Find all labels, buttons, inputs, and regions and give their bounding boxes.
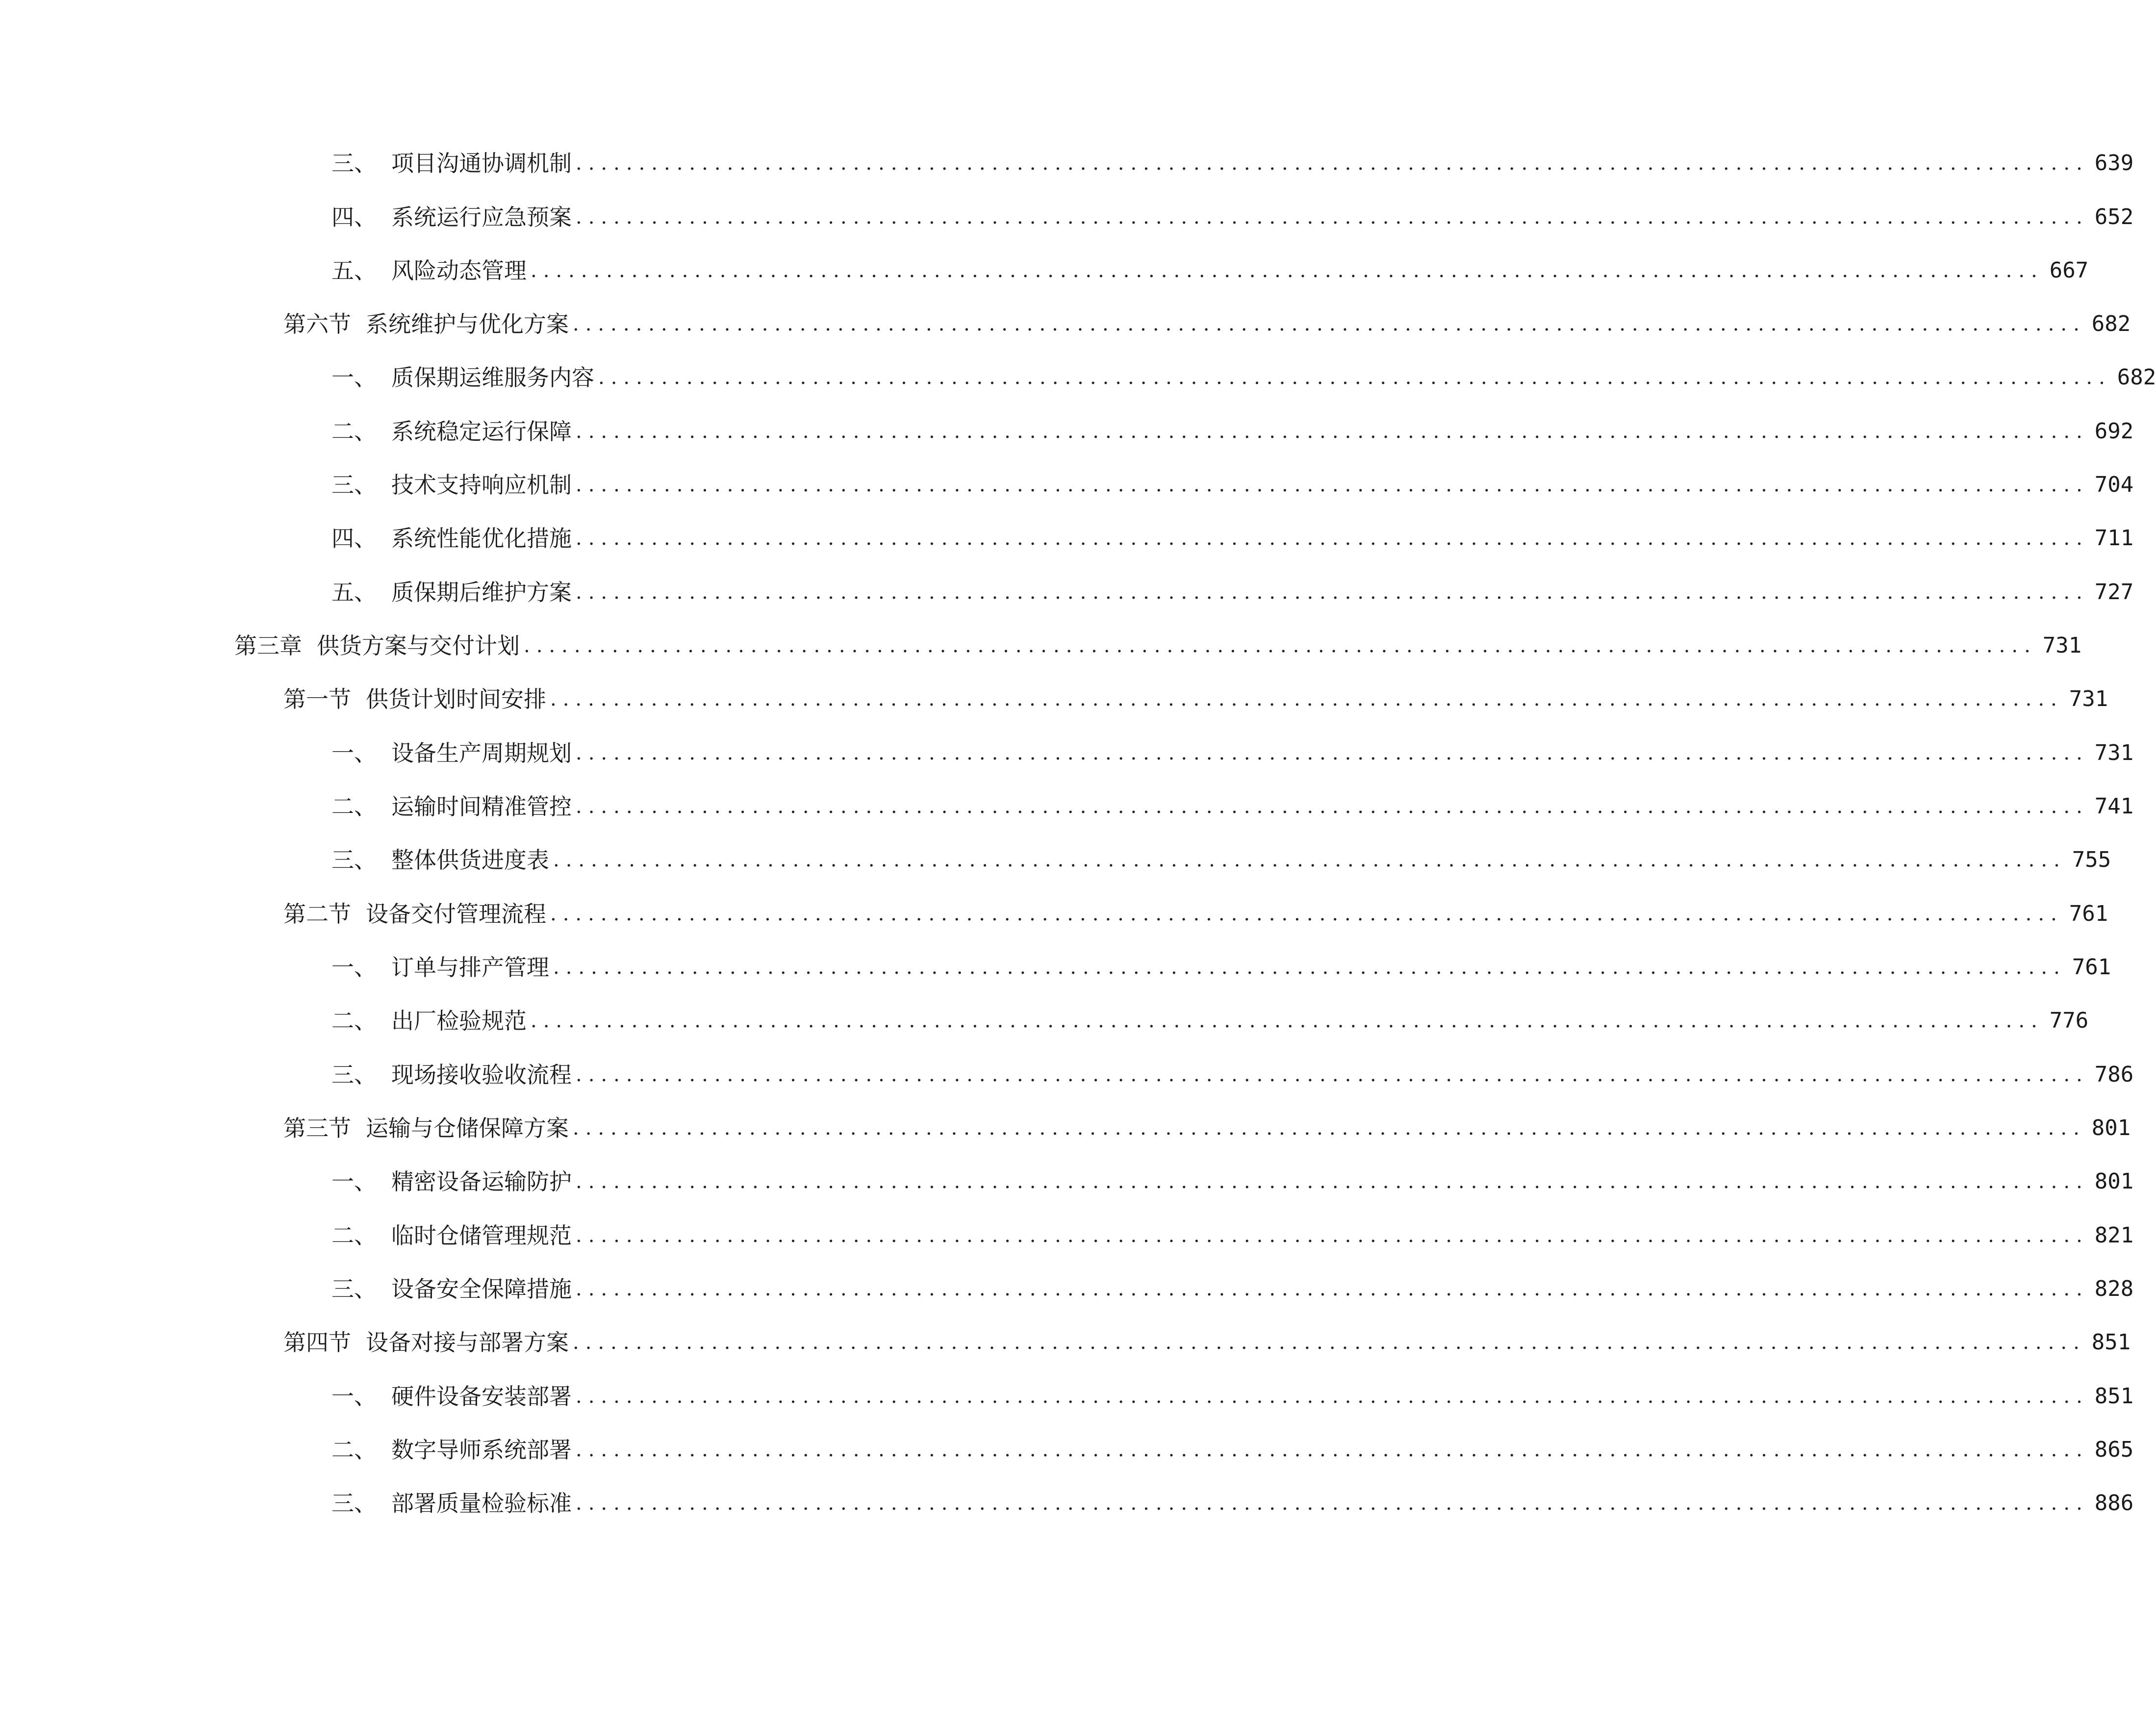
toc-page-number: 851 bbox=[2094, 1384, 2134, 1409]
toc-entry-title: 数字导师系统部署 bbox=[391, 1437, 572, 1463]
toc-entry-number: 三、 bbox=[331, 1062, 377, 1088]
toc-page-number: 761 bbox=[2072, 955, 2111, 980]
toc-page-number: 682 bbox=[2091, 311, 2131, 336]
toc-page-number: 727 bbox=[2094, 580, 2134, 605]
toc-entry-number: 第四节 bbox=[283, 1329, 351, 1356]
toc-entry-number: 第三节 bbox=[283, 1115, 351, 1141]
toc-entry-title: 临时仓储管理规范 bbox=[391, 1222, 572, 1249]
toc-entry-title: 系统维护与优化方案 bbox=[366, 311, 569, 337]
toc-entry-number: 一、 bbox=[331, 954, 377, 981]
toc-entry[interactable] bbox=[331, 734, 2134, 773]
toc-dot-leader: ........................................................................................................................ bbox=[553, 956, 2066, 979]
toc-page-number: 761 bbox=[2069, 901, 2108, 926]
toc-page-number: 776 bbox=[2049, 1008, 2089, 1033]
toc-entry[interactable] bbox=[283, 1323, 2131, 1362]
toc-entry-title: 设备安全保障措施 bbox=[391, 1276, 572, 1302]
toc-dot-leader: ........................................................................................................................ bbox=[576, 1170, 2089, 1193]
toc-entry[interactable] bbox=[331, 1377, 2134, 1416]
toc-dot-leader: ........................................................................................................................ bbox=[550, 688, 2063, 710]
toc-entry[interactable] bbox=[331, 1001, 2089, 1040]
toc-entry-number: 三、 bbox=[331, 1276, 377, 1302]
toc-page-number: 755 bbox=[2072, 847, 2111, 872]
toc-entry-title: 运输时间精准管控 bbox=[391, 793, 572, 820]
toc-page-number: 886 bbox=[2094, 1491, 2134, 1516]
toc-entry-number: 三、 bbox=[331, 1490, 377, 1517]
toc-dot-leader: ........................................................................................................................ bbox=[550, 903, 2063, 925]
toc-entry-number: 四、 bbox=[331, 204, 377, 230]
toc-entry-number: 二、 bbox=[331, 793, 377, 820]
toc-page-number: 692 bbox=[2094, 419, 2134, 444]
toc-entry-number: 第三章 bbox=[234, 632, 302, 659]
toc-entry-number: 二、 bbox=[331, 1437, 377, 1463]
toc-dot-leader: ........................................................................................................................ bbox=[531, 259, 2044, 282]
toc-dot-leader: ........................................................................................................................ bbox=[553, 849, 2066, 871]
toc-entry-number: 一、 bbox=[331, 1168, 377, 1195]
toc-entry[interactable] bbox=[331, 1269, 2134, 1309]
toc-page-number: 667 bbox=[2049, 258, 2089, 283]
toc-entry-number: 二、 bbox=[331, 1008, 377, 1034]
toc-entry-title: 系统运行应急预案 bbox=[391, 204, 572, 230]
toc-entry-number: 第一节 bbox=[283, 686, 351, 712]
toc-entry-number: 第二节 bbox=[283, 901, 351, 927]
toc-entry-title: 质保期后维护方案 bbox=[391, 579, 572, 606]
toc-entry[interactable] bbox=[283, 1109, 2131, 1148]
toc-entry-number: 一、 bbox=[331, 1383, 377, 1410]
toc-entry-title: 设备交付管理流程 bbox=[366, 901, 546, 927]
toc-dot-leader: ........................................................................................................................ bbox=[573, 1331, 2086, 1354]
toc-page-number: 711 bbox=[2094, 526, 2134, 551]
toc-page-number: 639 bbox=[2094, 151, 2134, 176]
toc-dot-leader: ........................................................................................................................ bbox=[576, 581, 2089, 604]
toc-dot-leader: ........................................................................................................................ bbox=[524, 634, 2037, 657]
toc-page-number: 731 bbox=[2042, 633, 2082, 658]
toc-dot-leader: ........................................................................................................................ bbox=[576, 152, 2089, 175]
toc-entry-number: 一、 bbox=[331, 740, 377, 766]
toc-entry-title: 运输与仓储保障方案 bbox=[366, 1115, 569, 1141]
toc-entry[interactable] bbox=[283, 304, 2131, 344]
toc-entry-title: 订单与排产管理 bbox=[391, 954, 549, 981]
toc-page-number: 801 bbox=[2091, 1115, 2131, 1140]
toc-entry-title: 精密设备运输防护 bbox=[391, 1168, 572, 1195]
toc-page-number: 652 bbox=[2094, 204, 2134, 229]
toc-entry-title: 系统稳定运行保障 bbox=[391, 418, 572, 445]
toc-entry[interactable] bbox=[331, 519, 2134, 558]
toc-dot-leader: ........................................................................................................................ bbox=[598, 366, 2111, 389]
toc-dot-leader: ........................................................................................................................ bbox=[576, 1278, 2089, 1300]
toc-page-number: 704 bbox=[2094, 472, 2134, 497]
toc-entry-number: 五、 bbox=[331, 257, 377, 284]
toc-entry-title: 设备生产周期规划 bbox=[391, 740, 572, 766]
toc-dot-leader: ........................................................................................................................ bbox=[576, 1385, 2089, 1408]
toc-entry[interactable] bbox=[331, 198, 2134, 237]
toc-entry[interactable] bbox=[331, 840, 2111, 880]
toc-entry[interactable] bbox=[331, 1162, 2134, 1201]
toc-entry[interactable] bbox=[331, 465, 2134, 505]
toc-page-number: 801 bbox=[2094, 1169, 2134, 1194]
toc-entry-number: 五、 bbox=[331, 579, 377, 606]
toc-dot-leader: ........................................................................................................................ bbox=[576, 206, 2089, 228]
toc-entry-title: 部署质量检验标准 bbox=[391, 1490, 572, 1517]
toc-page-number: 731 bbox=[2069, 686, 2108, 711]
toc-entry-number: 三、 bbox=[331, 847, 377, 873]
toc-entry[interactable] bbox=[331, 1430, 2134, 1469]
toc-entry[interactable] bbox=[331, 1055, 2134, 1094]
toc-entry-title: 现场接收验收流程 bbox=[391, 1062, 572, 1088]
toc-dot-leader: ........................................................................................................................ bbox=[576, 1492, 2089, 1515]
toc-dot-leader: ........................................................................................................................ bbox=[576, 742, 2089, 764]
toc-entry[interactable] bbox=[234, 626, 2082, 665]
toc-entry[interactable] bbox=[331, 948, 2111, 987]
toc-entry-title: 硬件设备安装部署 bbox=[391, 1383, 572, 1410]
toc-entry-title: 技术支持响应机制 bbox=[391, 472, 572, 498]
toc-dot-leader: ........................................................................................................................ bbox=[576, 474, 2089, 496]
toc-dot-leader: ........................................................................................................................ bbox=[576, 420, 2089, 443]
toc-entry[interactable] bbox=[331, 358, 2156, 397]
toc-entry[interactable] bbox=[331, 573, 2134, 612]
toc-dot-leader: ........................................................................................................................ bbox=[576, 527, 2089, 550]
toc-page-number: 865 bbox=[2094, 1437, 2134, 1462]
toc-dot-leader: ........................................................................................................................ bbox=[576, 1439, 2089, 1461]
toc-page-number: 851 bbox=[2091, 1330, 2131, 1355]
toc-entry-title: 质保期运维服务内容 bbox=[391, 364, 594, 391]
toc-page-number: 786 bbox=[2094, 1062, 2134, 1087]
toc-entry-title: 系统性能优化措施 bbox=[391, 525, 572, 552]
toc-entry-number: 二、 bbox=[331, 418, 377, 445]
toc-entry-title: 供货方案与交付计划 bbox=[317, 632, 520, 659]
toc-page-number: 828 bbox=[2094, 1276, 2134, 1301]
toc-dot-leader: ........................................................................................................................ bbox=[576, 1063, 2089, 1086]
toc-dot-leader: ........................................................................................................................ bbox=[576, 1224, 2089, 1247]
toc-page-number: 741 bbox=[2094, 794, 2134, 819]
toc-entry[interactable] bbox=[331, 412, 2134, 451]
toc-dot-leader: ........................................................................................................................ bbox=[531, 1010, 2044, 1032]
toc-entry-title: 项目沟通协调机制 bbox=[391, 150, 572, 177]
toc-entry-title: 出厂检验规范 bbox=[391, 1008, 527, 1034]
toc-entry-number: 三、 bbox=[331, 150, 377, 177]
toc-entry-number: 二、 bbox=[331, 1222, 377, 1249]
toc-entry[interactable] bbox=[331, 787, 2134, 826]
toc-page-number: 682 bbox=[2117, 365, 2156, 390]
toc-entry-title: 风险动态管理 bbox=[391, 257, 527, 284]
toc-entry[interactable] bbox=[331, 1216, 2134, 1255]
toc-entry-number: 一、 bbox=[331, 364, 377, 391]
toc-entry-title: 整体供货进度表 bbox=[391, 847, 549, 873]
toc-entry-number: 三、 bbox=[331, 472, 377, 498]
toc-entry[interactable] bbox=[331, 144, 2134, 183]
toc-entry-title: 设备对接与部署方案 bbox=[366, 1329, 569, 1356]
toc-dot-leader: ........................................................................................................................ bbox=[576, 795, 2089, 818]
toc-dot-leader: ........................................................................................................................ bbox=[573, 1117, 2086, 1139]
toc-dot-leader: ........................................................................................................................ bbox=[573, 313, 2086, 335]
toc-page-number: 821 bbox=[2094, 1223, 2134, 1248]
toc-entry[interactable] bbox=[331, 1484, 2134, 1523]
toc-entry[interactable] bbox=[283, 894, 2108, 934]
toc-entry-title: 供货计划时间安排 bbox=[366, 686, 546, 712]
toc-entry-number: 四、 bbox=[331, 525, 377, 552]
toc-entry[interactable] bbox=[331, 251, 2089, 290]
toc-page-number: 731 bbox=[2094, 740, 2134, 765]
toc-entry-number: 第六节 bbox=[283, 311, 351, 337]
toc-entry[interactable] bbox=[283, 680, 2108, 719]
